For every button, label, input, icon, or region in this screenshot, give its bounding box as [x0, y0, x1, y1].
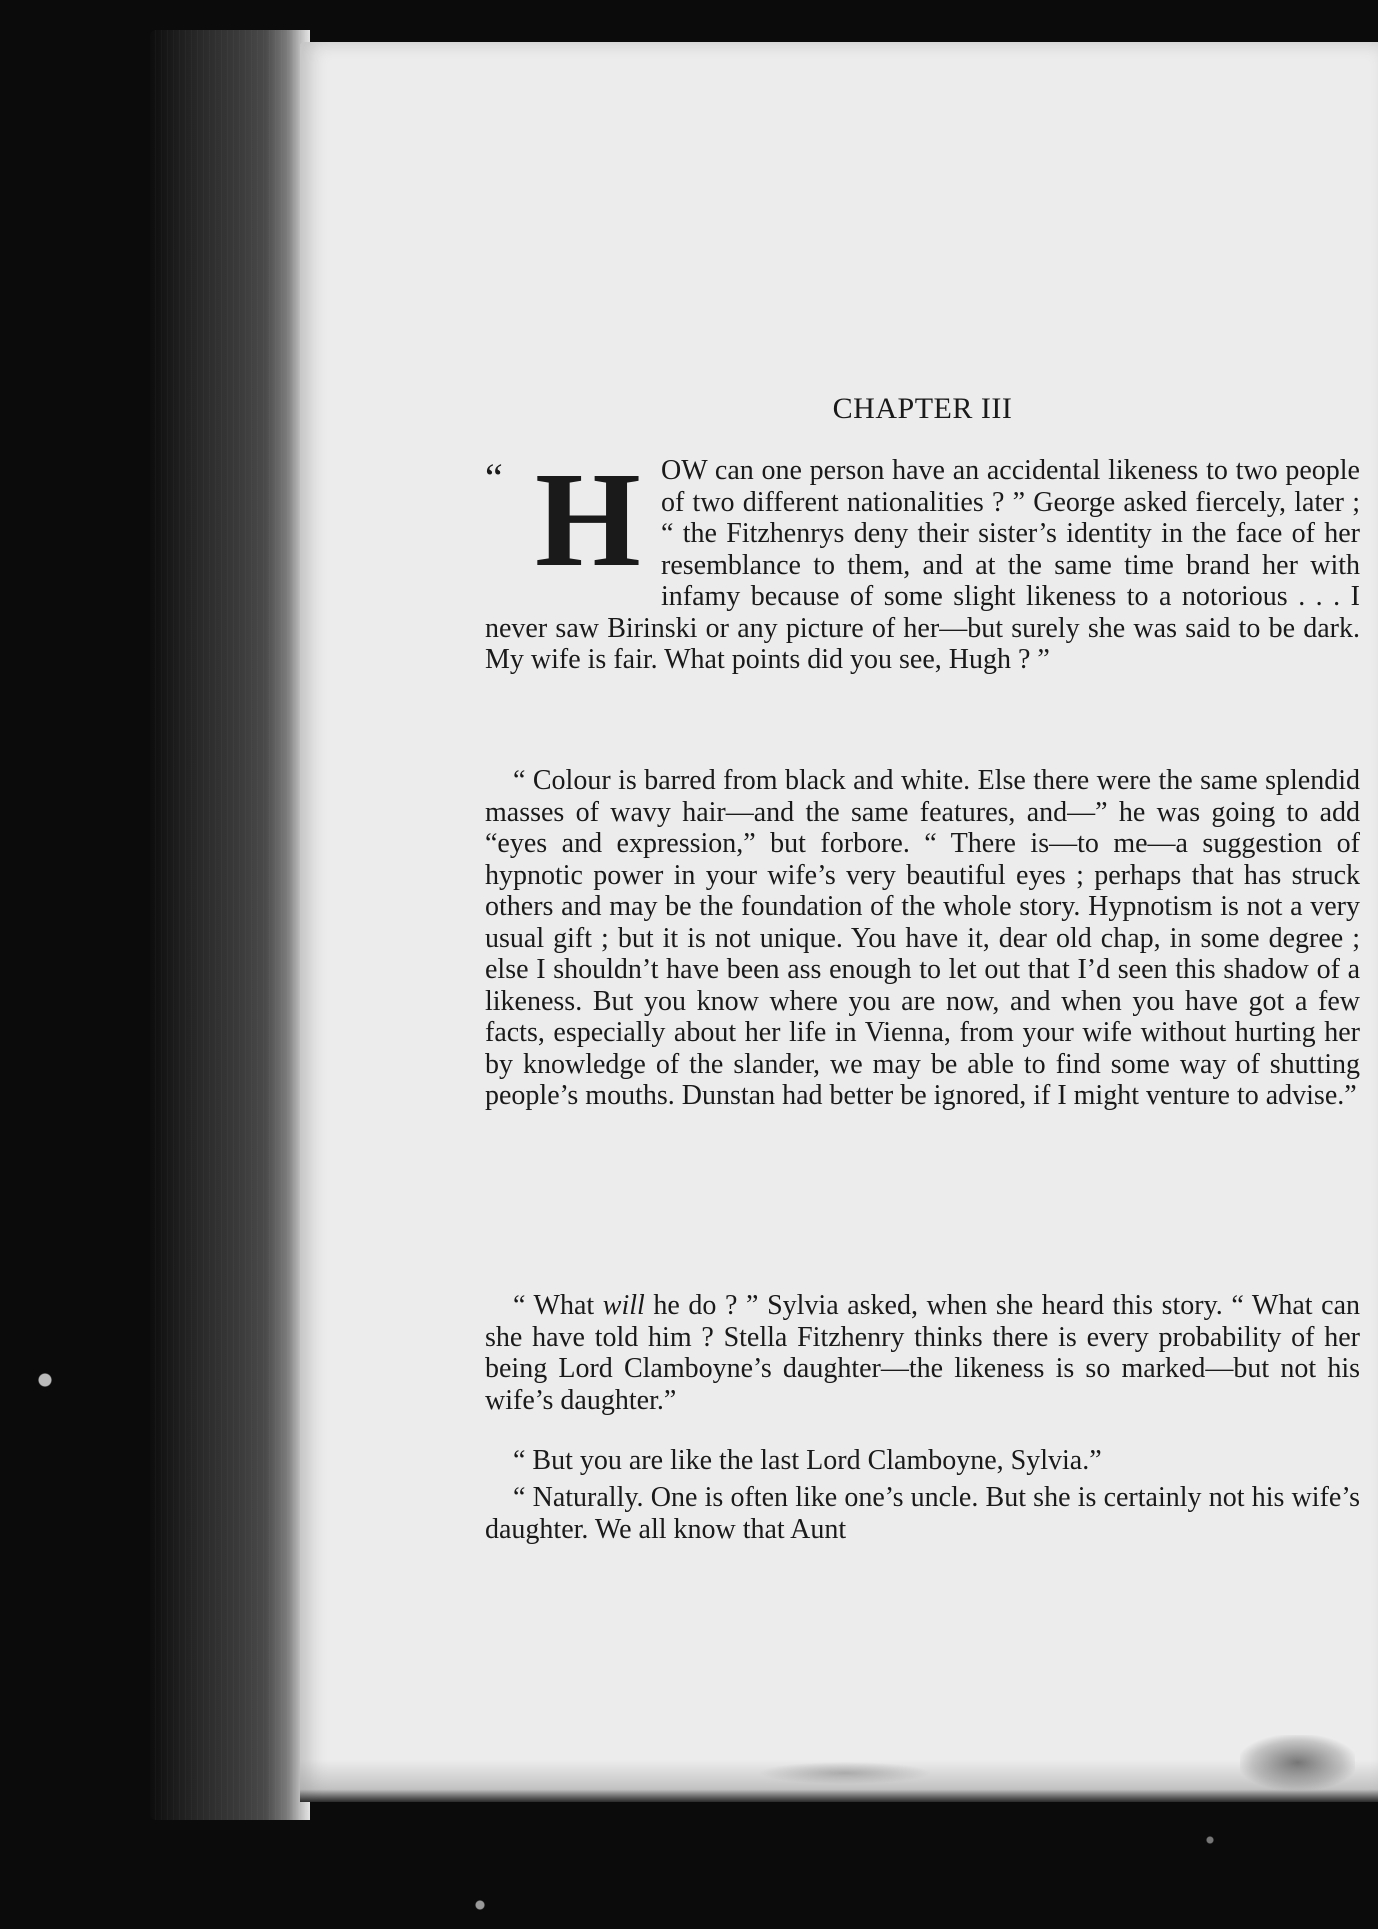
scan-smudge — [1240, 1735, 1355, 1790]
paragraph-3-before: “ What — [513, 1290, 603, 1321]
opening-paragraph — [485, 445, 1360, 676]
paragraph-4 — [485, 1445, 1360, 1477]
book-page-edge-lines — [150, 30, 310, 1820]
paragraph-3-after: he do ? ” Sylvia asked, when she heard this story. “ What can she have told him ? Stella Fitzhenry thinks there is every probability of her being Lord Clamboyne’s daughter—the likeness is so marked—but not his wife’s daughter.” — [485, 1290, 1360, 1416]
paragraph-2-text: “ Colour is barred from black and white. Else there were the same splendid masses of wavy hair—and the same features, and—” he was going to add “eyes and expression,” but forbore. “ There is—to me—a suggestion of hypnotic power in your wife’s very beautiful eyes ; perhaps that has struck others and may be the foundation of the whole story. Hypnotism is not a very usual gift ; but it is not unique. You have it, dear old chap, in some degree ; else I shouldn’t have been ass enough to let out that I’d seen this shadow of a likeness. But you know where you are now, and when you have got a few facts, especially about her life in Vienna, from your wife without hurting her by knowledge of the slander, we may be able to find some way of shutting people’s mouths. Dunstan had better be ignored, if I might venture to advise.” — [485, 765, 1360, 1111]
paragraph-3-text — [485, 1290, 1360, 1416]
paragraph-3 — [485, 1290, 1360, 1416]
paragraph-4-text: “ But you are like the last Lord Clamboyne, Sylvia.” — [513, 1445, 1102, 1476]
scan-smudge-small — [760, 1762, 930, 1784]
opening-paragraph-text: OW can one person have an accidental likeness to two people of two different nationalities ? ” George asked fiercely, later ; “ the Fitzhenrys deny their sister’s identity in the face of her resemblance to them, and at the same time brand her with infamy because of some slight likeness to a notorious . . . I never saw Birinski or any picture of her—but surely she was said to be dark. My wife is fair. What points did you see, Hugh ? ” — [485, 455, 1360, 675]
paragraph-5 — [485, 1482, 1360, 1545]
paragraph-2 — [485, 765, 1360, 1112]
drop-cap-letter: H — [535, 445, 641, 595]
opening-quote-mark: “ — [485, 455, 503, 500]
paragraph-5-text: “ Naturally. One is often like one’s uncle. But she is certainly not his wife’s daughter. We all know that Aunt — [485, 1482, 1360, 1545]
paragraph-3-emphasis: will — [602, 1290, 645, 1321]
chapter-title: CHAPTER III — [832, 392, 1013, 425]
